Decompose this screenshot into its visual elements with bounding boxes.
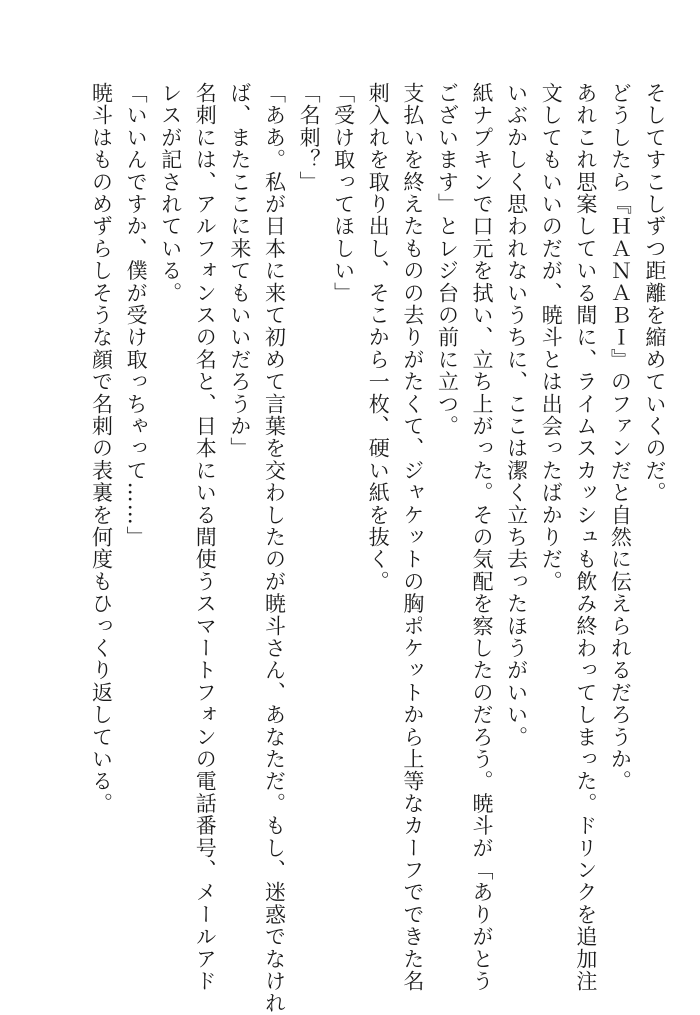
- text-line: あれこれ思案している間に、ライムスカッシュも飲み終わってしまった。ドリンクを追加注: [573, 82, 598, 993]
- text-line: レスが記されている。: [158, 82, 183, 304]
- text-line: どうしたら『ＨＡＮＡＢＩ』のファンだと自然に伝えられるだろうか。: [608, 82, 633, 793]
- text-line: 紙ナプキンで口元を拭い、立ち上がった。その気配を察したのだろう。暁斗が「ありがとう: [470, 82, 495, 993]
- text-line: 支払いを終えたものの去りがたくて、ジャケットの胸ポケットから上等なカーフでできた名: [400, 82, 425, 993]
- text-line: 暁斗はものめずらしそうな顔で名刺の表裏を何度もひっくり返している。: [89, 82, 114, 815]
- text-line: ば、またここに来てもいいだろうか」: [227, 82, 252, 460]
- text-line: 「名刺？」: [297, 82, 322, 193]
- text-line: 「いいんですか、僕が受け取っちゃって……」: [124, 82, 149, 549]
- text-line: 文してもいいのだが、暁斗とは出会ったばかりだ。: [539, 82, 564, 593]
- text-line: ございます」とレジ台の前に立つ。: [435, 82, 460, 438]
- text-line: 「受け取ってほしい」: [331, 82, 356, 304]
- text-line: 「ああ。私が日本に来て初めて言葉を交わしたのが暁斗さん、あなただ。もし、迷惑でなけれ: [262, 82, 287, 1015]
- text-line: そしてすこしずつ距離を縮めていくのだ。: [643, 82, 667, 504]
- vertical-text-body: [84, 82, 672, 1015]
- text-line: 刺入れを取り出し、そこから一枚、硬い紙を抜く。: [366, 82, 391, 593]
- text-line: いぶかしく思われないうちに、ここは潔く立ち去ったほうがいい。: [504, 82, 529, 748]
- text-line: 名刺には、アルフォンスの名と、日本にいる間使うスマートフォンの電話番号、メールアド: [193, 82, 218, 993]
